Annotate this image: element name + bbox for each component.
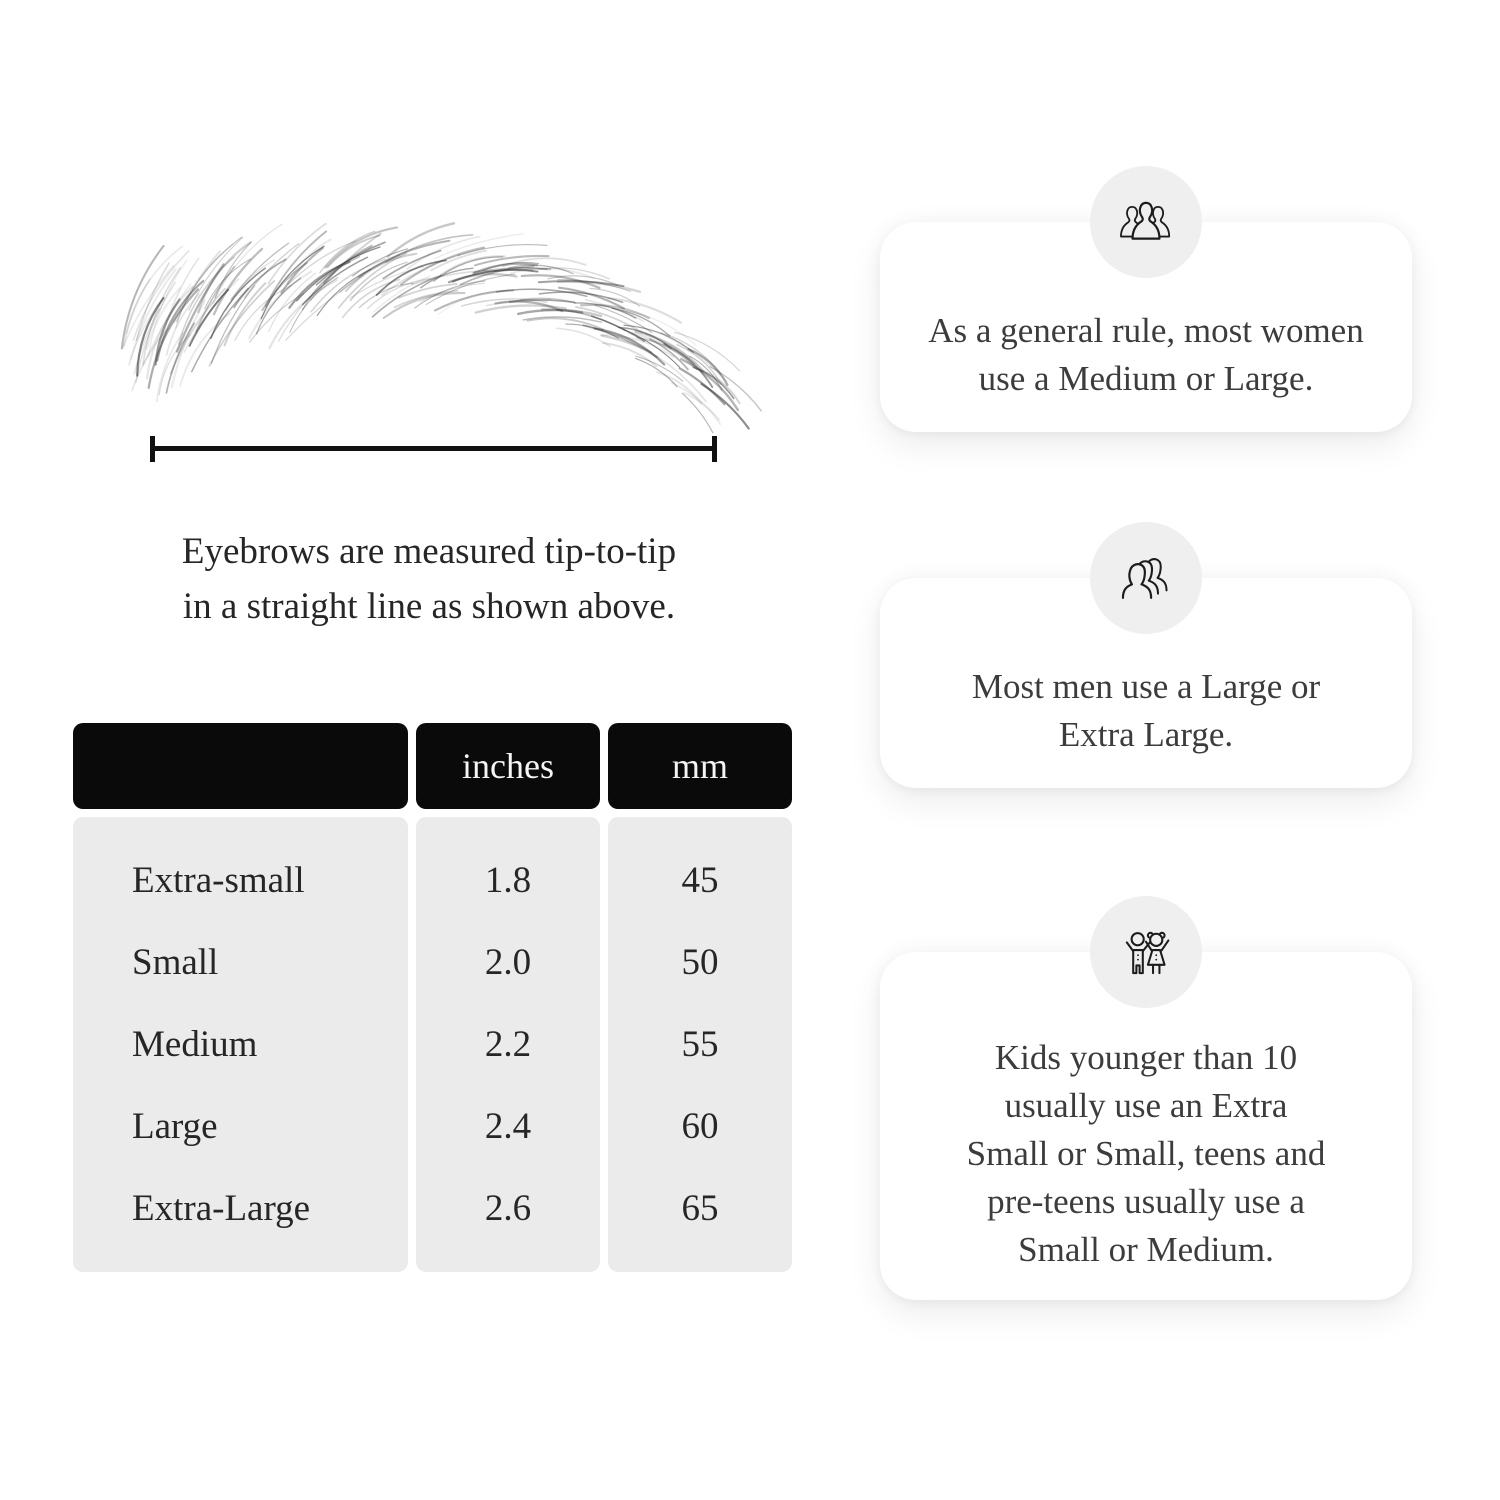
card-text-line: As a general rule, most women [928, 311, 1364, 350]
men-group-icon [1114, 546, 1178, 610]
mm-cell: 50 [681, 941, 719, 983]
inches-cell: 2.6 [484, 1188, 532, 1230]
size-name-cell: Extra-small [132, 859, 305, 901]
caption-line-1: Eyebrows are measured tip-to-tip [181, 531, 677, 572]
column-mm [608, 817, 792, 1272]
eyebrow-illustration [105, 230, 760, 445]
card-text-line: Small or Small, teens and [966, 1134, 1326, 1173]
size-name-cell: Large [132, 1106, 218, 1148]
header-cell-mm: mm [608, 723, 792, 809]
eyebrow-sketch-icon [105, 230, 760, 445]
women-group-icon [1114, 190, 1178, 254]
card-text-line: Most men use a Large or [971, 667, 1321, 706]
size-table [73, 723, 792, 1272]
column-inches [416, 817, 600, 1272]
size-name-cell: Small [132, 941, 219, 983]
measure-bar [150, 446, 717, 451]
size-name-cell: Medium [132, 1024, 258, 1065]
size-name-cell: Extra-Large [132, 1188, 311, 1230]
mm-cell: 45 [681, 859, 719, 901]
inches-cell: 2.2 [484, 1024, 532, 1065]
card-text-line: Small or Medium. [1018, 1230, 1274, 1269]
kids-icon [1114, 920, 1178, 984]
header-cell-blank [73, 723, 408, 809]
info-card-men [880, 578, 1412, 788]
info-card-kids [880, 952, 1412, 1300]
measurement-line [150, 436, 717, 462]
card-text [928, 307, 1363, 403]
card-text [967, 1034, 1326, 1274]
measurement-caption [104, 524, 754, 634]
card-text-line: use a Medium or Large. [978, 359, 1314, 398]
card-text [972, 663, 1320, 759]
icon-circle [1090, 522, 1202, 634]
icon-circle [1090, 166, 1202, 278]
caption-line-2: in a straight line as shown above. [182, 586, 676, 627]
icon-circle [1090, 896, 1202, 1008]
card-text-line: usually use an Extra [1004, 1086, 1288, 1125]
measure-right-cap [712, 436, 717, 462]
info-card-women [880, 222, 1412, 432]
inches-cell: 2.4 [484, 1106, 532, 1148]
inches-cell: 2.0 [484, 941, 532, 983]
column-size-names [73, 817, 408, 1272]
card-text-line: pre-teens usually use a [987, 1182, 1305, 1221]
size-table-body [73, 817, 792, 1272]
card-text-line: Kids younger than 10 [994, 1038, 1298, 1077]
size-table-header [73, 723, 792, 809]
mm-cell: 60 [681, 1106, 719, 1148]
mm-cell: 65 [681, 1188, 719, 1230]
header-cell-inches: inches [416, 723, 600, 809]
inches-cell: 1.8 [484, 859, 532, 901]
card-text-line: Extra Large. [1058, 715, 1234, 754]
mm-cell: 55 [681, 1024, 719, 1065]
